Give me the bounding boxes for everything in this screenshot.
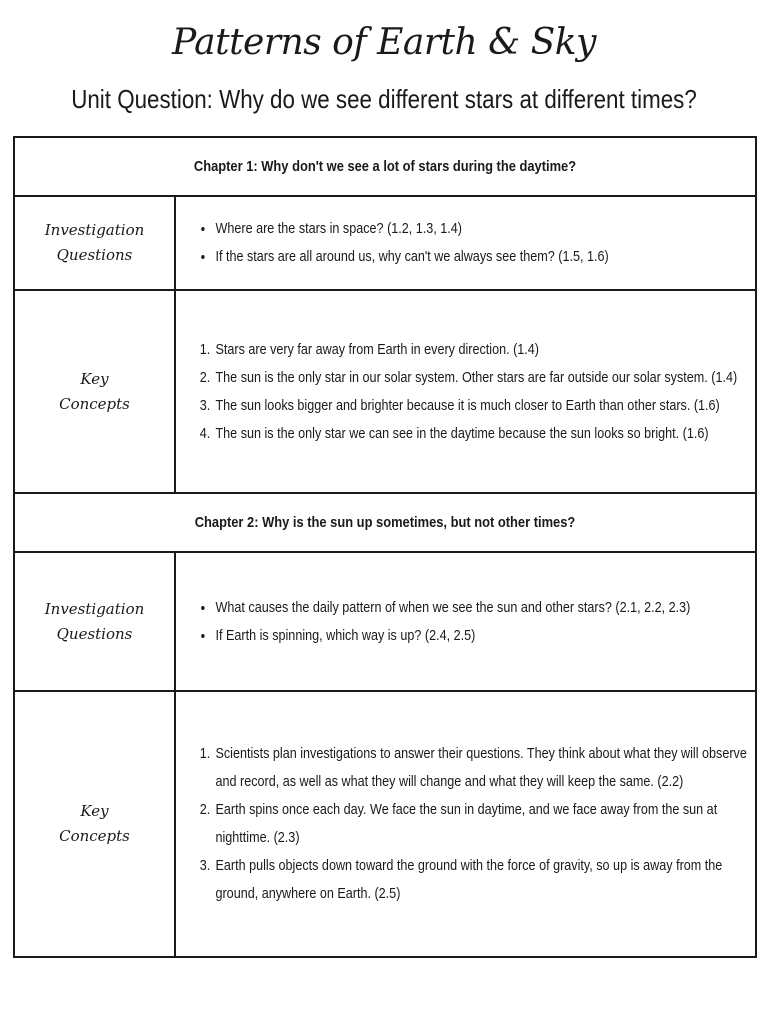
- chapter-1-key-row: [14, 290, 756, 493]
- list-item: 4. The sun is the only star we can see in the daytime because the sun looks so bright. (1.6): [214, 420, 755, 448]
- list-item: 2. The sun is the only star in our solar system. Other stars are far outside our solar system. (1.4): [214, 364, 755, 392]
- chapter-1-key-content: [175, 290, 756, 493]
- chapter-2-heading-row: [14, 493, 756, 552]
- list-item: 3. Earth pulls objects down toward the ground with the force of gravity, so up is away from the ground, anywhere on Earth. (2.5): [214, 852, 755, 908]
- chapter-2-heading: [14, 493, 756, 552]
- list-item: 2. Earth spins once each day. We face the sun in daytime, and we face away from the sun at nighttime. (2.3): [214, 796, 755, 852]
- chapter-2-investigation-label: [14, 552, 175, 691]
- list-item: 3. The sun looks bigger and brighter because it is much closer to Earth than other stars. (1.6): [214, 392, 755, 420]
- chapter-1-investigation-row: [14, 196, 756, 290]
- list-item: • What causes the daily pattern of when we see the sun and other stars? (2.1, 2.2, 2.3): [214, 594, 755, 622]
- chapter-1-heading-text: Chapter 1: Why don't we see a lot of stars during the daytime?: [193, 158, 577, 175]
- key-label-line2: Concepts: [59, 394, 130, 413]
- list-item: 1. Scientists plan investigations to answer their questions. They think about what they will observe and record, as well as what they will change and what they will keep the same. (2.2): [214, 740, 755, 796]
- chapter-1-key-label: [14, 290, 175, 493]
- chapter-1-heading-row: [14, 137, 756, 196]
- key-label-line1: Key: [80, 369, 109, 388]
- key-label-line2: Concepts: [59, 827, 130, 845]
- chapter-1-investigation-content: [175, 196, 756, 290]
- investigation-label-line1: Investigation: [44, 599, 145, 618]
- chapter-2-heading-text: Chapter 2: Why is the sun up sometimes, but not other times?: [194, 514, 576, 531]
- chapter-2-investigation-list: [176, 594, 755, 650]
- list-item: • If the stars are all around us, why can't we always see them? (1.5, 1.6): [214, 243, 755, 271]
- list-item: 1. Stars are very far away from Earth in every direction. (1.4): [214, 336, 755, 364]
- chapter-2-key-label: [14, 691, 175, 957]
- unit-question: Unit Question: Why do we see different stars at different times?: [71, 84, 697, 114]
- chapter-2-key-list: [176, 740, 755, 908]
- chapter-table: [13, 136, 757, 958]
- chapter-2-investigation-content: [175, 552, 756, 691]
- chapter-1-investigation-label: [14, 196, 175, 290]
- chapter-1-key-list: [176, 336, 755, 448]
- key-label-line1: Key: [80, 802, 109, 820]
- chapter-1-heading: [14, 137, 756, 196]
- chapter-2-key-row: [14, 691, 756, 957]
- chapter-2-key-content: [175, 691, 756, 957]
- list-item: • Where are the stars in space? (1.2, 1.3, 1.4): [214, 215, 755, 243]
- list-item: • If Earth is spinning, which way is up? (2.4, 2.5): [214, 622, 755, 650]
- chapter-1-investigation-list: [176, 215, 755, 271]
- investigation-label-line2: Questions: [56, 624, 133, 643]
- investigation-label-line2: Questions: [56, 246, 133, 264]
- investigation-label-line1: Investigation: [44, 221, 145, 239]
- chapter-2-investigation-row: [14, 552, 756, 691]
- page-title: Patterns of Earth & Sky: [172, 22, 596, 63]
